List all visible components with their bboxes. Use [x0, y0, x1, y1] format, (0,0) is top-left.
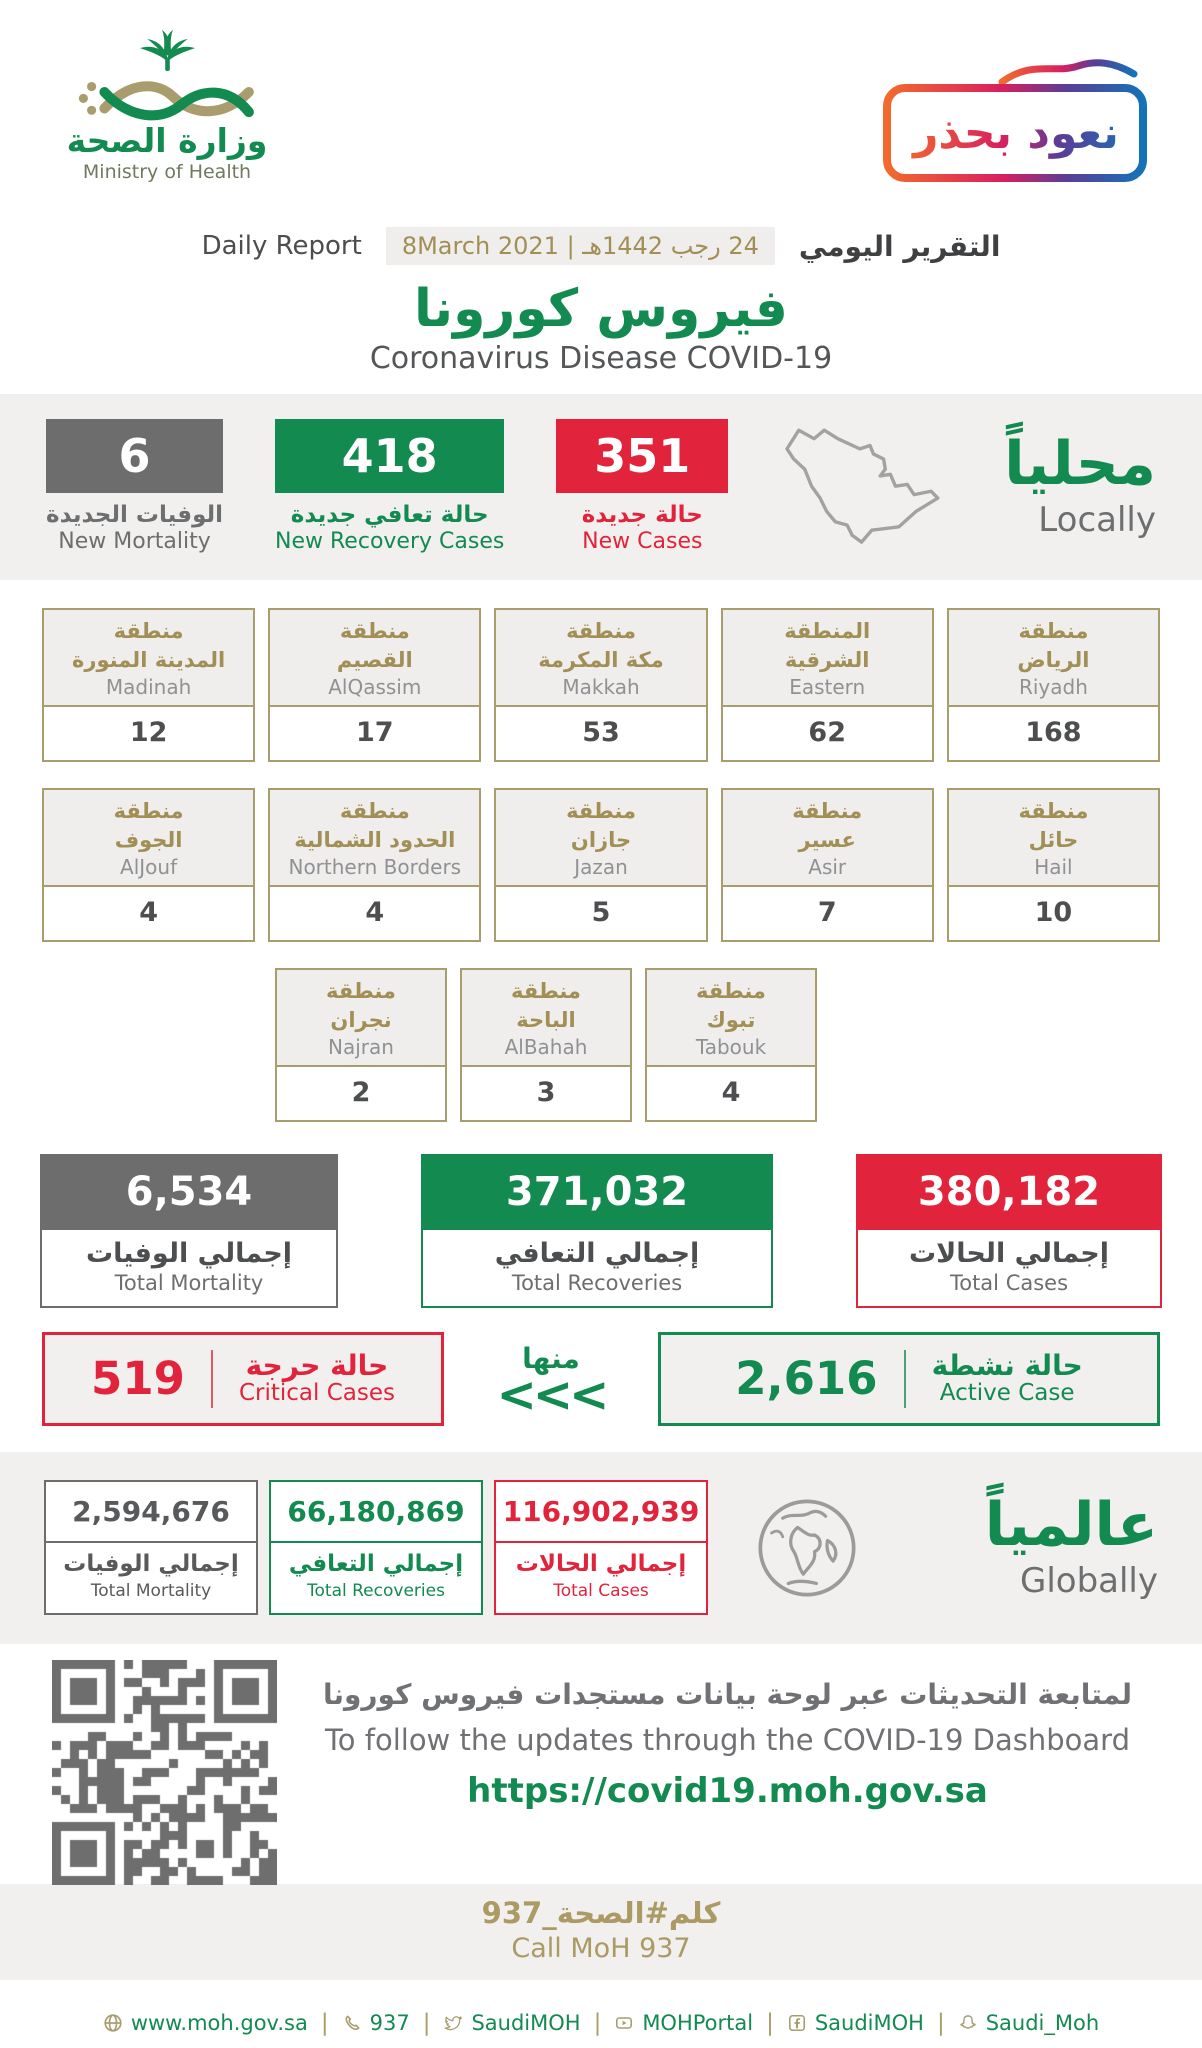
region-new-cases-value: 2 — [351, 1076, 371, 1108]
active-cases-label-en: Active Case — [939, 1380, 1075, 1407]
call-moh-band — [0, 1884, 1202, 1980]
global-total-cases-label-ar: إجمالي الحالات — [515, 1551, 687, 1578]
footer-website-link[interactable]: www.moh.gov.sa — [103, 2011, 308, 2035]
new-cases-value: 351 — [556, 419, 728, 493]
snapchat-icon — [958, 2013, 978, 2033]
region-name-ar: منطقة نجران — [326, 979, 396, 1032]
new-recoveries-value: 418 — [275, 419, 504, 493]
total-mortality-label-ar: إجمالي الوفيات — [85, 1237, 293, 1269]
report-date: 24 رجب 1442هـ | 8March 2021 — [386, 227, 775, 265]
region-box-eastern — [721, 608, 934, 762]
regions-row-3 — [0, 968, 1105, 1122]
globe-icon — [103, 2013, 123, 2033]
region-name-en: Eastern — [789, 674, 866, 699]
region-box-aljouf — [42, 788, 255, 942]
region-new-cases-value: 5 — [591, 896, 611, 928]
footer-snapchat-link[interactable]: Saudi_Moh — [958, 2011, 1099, 2035]
moh-logo-icon — [70, 28, 265, 124]
region-new-cases-value: 10 — [1034, 896, 1073, 928]
total-recoveries-box — [421, 1154, 773, 1308]
regions-row-2 — [42, 788, 1160, 942]
new-mortality-label-en: New Mortality — [58, 528, 211, 554]
global-total-mortality-label-en: Total Mortality — [90, 1580, 212, 1601]
locally-heading-en: Locally — [1038, 499, 1156, 540]
dashboard-section — [0, 1644, 1202, 1880]
region-box-riyadh — [947, 608, 1160, 762]
daily-report-label-en: Daily Report — [201, 231, 362, 261]
region-box-hail — [947, 788, 1160, 942]
new-recoveries-label-ar: حالة تعافي جديدة — [290, 502, 489, 529]
region-box-asir — [721, 788, 934, 942]
region-name-ar: منطقة الباحة — [511, 979, 581, 1032]
region-box-northern-borders — [268, 788, 481, 942]
locally-heading-ar: محلياً — [1004, 428, 1156, 499]
report-title-row — [0, 222, 1202, 270]
new-mortality-label-ar: الوفيات الجديدة — [46, 502, 224, 529]
global-total-mortality-box — [44, 1480, 258, 1614]
globally-section — [0, 1452, 1202, 1644]
region-name-en: Najran — [328, 1034, 394, 1059]
critical-cases-label-ar: حالة حرجة — [245, 1348, 389, 1382]
total-recoveries-label-en: Total Recoveries — [511, 1270, 683, 1295]
header — [0, 0, 1202, 222]
region-box-madinah — [42, 608, 255, 762]
region-name-ar: منطقة الحدود الشمالية — [294, 799, 456, 852]
region-name-ar: منطقة القصيم — [336, 619, 413, 672]
region-name-en: Riyadh — [1018, 674, 1088, 699]
of-which-connector — [444, 1341, 658, 1423]
region-name-en: Hail — [1034, 854, 1073, 879]
region-name-ar: منطقة الجوف — [113, 799, 184, 852]
local-new-stats — [46, 419, 728, 554]
qr-code — [52, 1660, 277, 1885]
region-name-ar: منطقة حائل — [1018, 799, 1089, 852]
moh-logo — [52, 28, 282, 183]
new-cases-stat — [556, 419, 728, 554]
page-title-en: Coronavirus Disease COVID-19 — [369, 340, 833, 376]
critical-active-row — [0, 1308, 1202, 1426]
active-cases-box — [658, 1332, 1160, 1426]
globally-heading-en: Globally — [1019, 1560, 1158, 1601]
regions-row-1 — [42, 608, 1160, 762]
separator: | — [422, 2009, 431, 2036]
region-name-en: Makkah — [562, 674, 640, 699]
region-new-cases-value: 4 — [365, 896, 385, 928]
region-new-cases-value: 12 — [129, 716, 168, 748]
new-recoveries-stat — [275, 419, 504, 554]
separator: | — [320, 2009, 329, 2036]
globe-icon — [751, 1492, 863, 1604]
region-box-alqassim — [268, 608, 481, 762]
local-totals — [0, 1148, 1202, 1308]
region-name-en: Northern Borders — [288, 854, 462, 879]
region-box-jazan — [494, 788, 707, 942]
locally-heading — [1004, 428, 1156, 540]
region-name-en: Tabouk — [695, 1034, 767, 1059]
critical-cases-label-en: Critical Cases — [238, 1380, 395, 1407]
footer-youtube-link[interactable]: MOHPortal — [614, 2011, 753, 2035]
total-recoveries-label-ar: إجمالي التعافي — [494, 1237, 700, 1269]
region-name-ar: منطقة الرياض — [1017, 619, 1090, 672]
globally-heading-ar: عالمياً — [984, 1489, 1158, 1560]
region-new-cases-value: 17 — [356, 716, 394, 748]
region-new-cases-value: 168 — [1025, 716, 1082, 748]
region-name-en: AlJouf — [120, 854, 178, 879]
footer-links — [0, 1980, 1202, 2036]
new-cases-label-en: New Cases — [582, 528, 703, 554]
page-title-ar: فيروس كورونا — [414, 279, 788, 339]
global-total-recoveries-box — [269, 1480, 483, 1614]
region-new-cases-value: 62 — [808, 716, 846, 748]
total-cases-label-en: Total Cases — [949, 1270, 1069, 1295]
facebook-icon — [787, 2013, 807, 2033]
total-cases-value: 380,182 — [856, 1154, 1162, 1230]
left-arrows-icon: <<< — [496, 1366, 606, 1423]
region-new-cases-value: 4 — [721, 1076, 741, 1108]
footer-twitter-link[interactable]: SaudiMOH — [443, 2011, 580, 2035]
critical-cases-box — [42, 1332, 444, 1426]
total-cases-box — [856, 1154, 1162, 1308]
critical-cases-value: 519 — [91, 1352, 185, 1406]
region-name-ar: منطقة المدينة المنورة — [72, 619, 226, 672]
dashboard-url-link[interactable]: https://covid19.moh.gov.sa — [467, 1770, 988, 1811]
region-name-ar: منطقة تبوك — [696, 979, 766, 1032]
global-total-cases-label-en: Total Cases — [553, 1580, 649, 1601]
region-name-en: Asir — [808, 854, 847, 879]
global-total-recoveries-value: 66,180,869 — [287, 1495, 465, 1529]
global-total-recoveries-label-ar: إجمالي التعافي — [288, 1551, 464, 1578]
footer-phone-link[interactable]: 937 — [342, 2011, 410, 2035]
global-total-cases-box — [494, 1480, 708, 1614]
new-mortality-stat — [46, 419, 223, 554]
region-box-tabouk — [645, 968, 817, 1122]
global-total-recoveries-label-en: Total Recoveries — [307, 1580, 445, 1601]
ministry-name-ar: وزارة الصحة — [66, 121, 268, 160]
new-cases-label-ar: حالة جديدة — [581, 502, 703, 529]
region-name-ar: منطقة جازان — [566, 799, 636, 852]
youtube-icon — [614, 2013, 634, 2033]
active-cases-value: 2,616 — [735, 1352, 878, 1406]
ministry-name-en: Ministry of Health — [82, 160, 252, 183]
region-name-en: AlBahah — [504, 1034, 588, 1059]
new-recoveries-label-en: New Recovery Cases — [275, 528, 505, 554]
total-cases-label-ar: إجمالي الحالات — [908, 1237, 1110, 1269]
global-total-mortality-value: 2,594,676 — [72, 1495, 230, 1529]
region-new-cases-value: 3 — [536, 1076, 556, 1108]
footer-facebook-link[interactable]: SaudiMOH — [787, 2011, 924, 2035]
total-recoveries-value: 371,032 — [421, 1154, 773, 1230]
region-name-ar: منطقة عسير — [792, 799, 863, 852]
locally-section — [0, 394, 1202, 580]
region-name-en: AlQassim — [328, 674, 422, 699]
twitter-icon — [443, 2013, 463, 2033]
new-mortality-value: 6 — [46, 419, 223, 493]
daily-report-label-ar: التقرير اليومي — [798, 229, 1001, 263]
total-mortality-label-en: Total Mortality — [114, 1270, 264, 1295]
global-total-mortality-label-ar: إجمالي الوفيات — [63, 1551, 239, 1578]
dashboard-line-ar: لمتابعة التحديثات عبر لوحة بيانات مستجدات فيروس كورونا — [322, 1677, 1133, 1711]
divider — [211, 1350, 213, 1408]
region-box-albahah — [460, 968, 632, 1122]
separator: | — [766, 2009, 774, 2036]
dashboard-line-en: To follow the updates through the COVID-19 Dashboard — [325, 1722, 1130, 1757]
badge-slogan: نعود بحذر — [882, 108, 1150, 159]
globally-heading — [984, 1489, 1158, 1601]
of-which-label: منها — [522, 1341, 580, 1375]
region-name-en: Madinah — [105, 674, 192, 699]
call-moh-ar: كلم#الصحة_937 — [481, 1895, 721, 1930]
region-new-cases-value: 4 — [139, 896, 158, 928]
return-with-caution-badge — [882, 52, 1150, 184]
active-cases-label-ar: حالة نشطة — [931, 1348, 1083, 1382]
divider — [904, 1350, 906, 1408]
regions-grid — [42, 608, 1160, 1122]
call-moh-en: Call MoH 937 — [511, 1932, 691, 1964]
region-name-ar: المنطقة الشرقية — [784, 619, 871, 672]
global-total-cases-value: 116,902,939 — [502, 1495, 700, 1529]
region-box-makkah — [494, 608, 707, 762]
region-box-najran — [275, 968, 447, 1122]
region-new-cases-value: 53 — [582, 716, 620, 748]
total-mortality-box — [40, 1154, 338, 1308]
region-name-ar: منطقة مكة المكرمة — [538, 619, 664, 672]
region-new-cases-value: 7 — [817, 896, 837, 928]
separator: | — [936, 2009, 945, 2036]
phone-icon — [342, 2013, 362, 2033]
total-mortality-value: 6,534 — [40, 1154, 338, 1230]
separator: | — [593, 2009, 602, 2036]
saudi-arabia-map-icon — [770, 412, 948, 562]
region-name-en: Jazan — [574, 854, 628, 879]
